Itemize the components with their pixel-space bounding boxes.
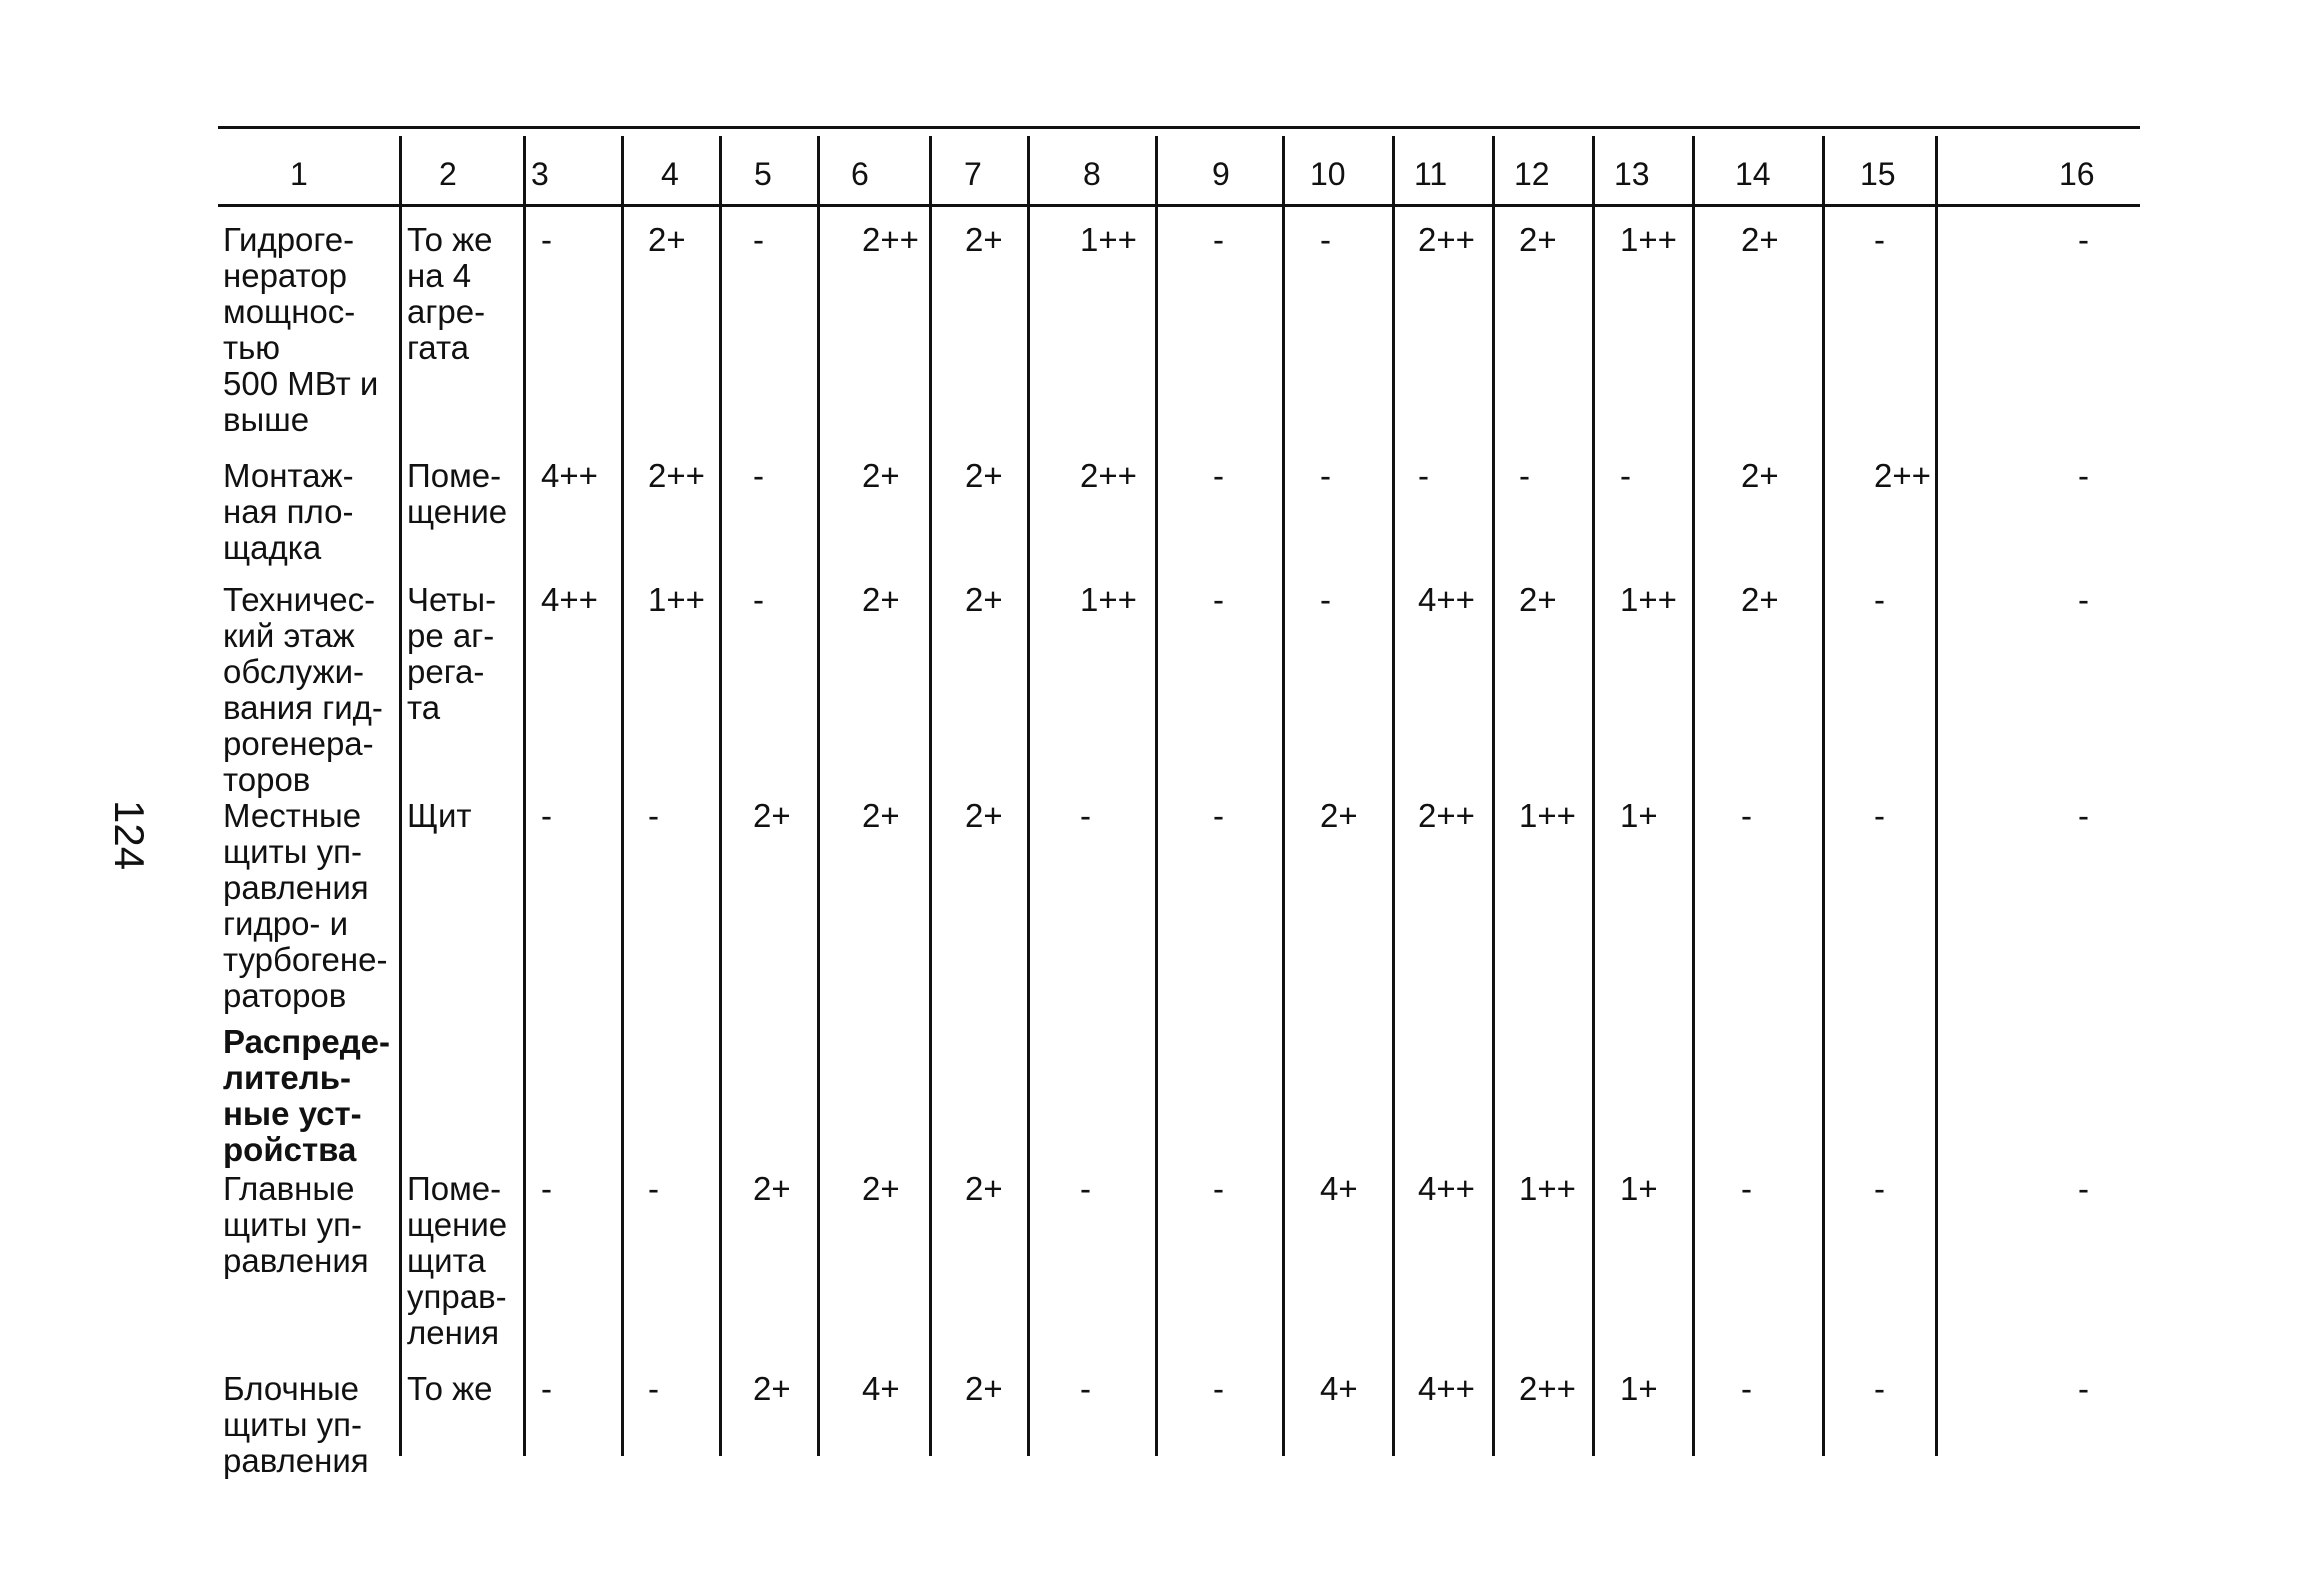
table-cell: 1+ xyxy=(1620,797,1658,834)
column-header: 7 xyxy=(964,156,982,192)
table-cell: 2+ xyxy=(1519,581,1557,618)
table-cell: 2+ xyxy=(1741,581,1779,618)
table-cell: 2+ xyxy=(1519,221,1557,258)
table-cell: 2+ xyxy=(753,1370,791,1407)
table-cell: - xyxy=(2078,1370,2089,1407)
column-divider xyxy=(1935,136,1938,1456)
table-cell: - xyxy=(541,221,552,258)
table-cell: - xyxy=(1080,1370,1091,1407)
row-place: Поме- щение щита управ- ления xyxy=(407,1170,508,1351)
table-cell: - xyxy=(753,581,764,618)
table-cell: - xyxy=(541,1370,552,1407)
table-cell: - xyxy=(1741,1170,1752,1207)
row-place: Щит xyxy=(407,797,472,834)
table-cell: - xyxy=(1874,1370,1885,1407)
table-cell: - xyxy=(648,797,659,834)
table-cell: - xyxy=(1874,221,1885,258)
table-cell: 2+ xyxy=(862,581,900,618)
table-cell: 4++ xyxy=(1418,1370,1475,1407)
table-cell: 2+ xyxy=(862,1170,900,1207)
table-cell: - xyxy=(1213,581,1224,618)
page-number: 124 xyxy=(106,800,153,871)
table-cell: - xyxy=(2078,1170,2089,1207)
row-name: Главные щиты уп- равления xyxy=(223,1170,369,1279)
table-cell: - xyxy=(1213,1170,1224,1207)
column-header: 15 xyxy=(1860,156,1896,192)
table-cell: 1++ xyxy=(1620,581,1677,618)
table-cell: 4++ xyxy=(1418,1170,1475,1207)
table-cell: - xyxy=(2078,457,2089,494)
table-cell: - xyxy=(2078,221,2089,258)
column-divider xyxy=(1027,136,1030,1456)
column-header: 2 xyxy=(439,156,457,192)
table-cell: 4+ xyxy=(862,1370,900,1407)
table-cell: 1++ xyxy=(648,581,705,618)
table-cell: - xyxy=(1741,797,1752,834)
table-cell: - xyxy=(1320,581,1331,618)
table-cell: 2++ xyxy=(1418,221,1475,258)
section-heading: Распреде- литель- ные уст- ройства xyxy=(223,1023,391,1168)
row-place: Четы- ре аг- рега- та xyxy=(407,581,497,726)
table-cell: 2+ xyxy=(1741,221,1779,258)
row-place: То же xyxy=(407,1370,493,1407)
column-header: 13 xyxy=(1614,156,1650,192)
column-header: 10 xyxy=(1310,156,1346,192)
table-cell: - xyxy=(1213,797,1224,834)
table-cell: 1+ xyxy=(1620,1170,1658,1207)
column-divider xyxy=(817,136,820,1456)
table-cell: - xyxy=(1080,1170,1091,1207)
column-divider xyxy=(1392,136,1395,1456)
table-cell: 2++ xyxy=(1519,1370,1576,1407)
column-header: 1 xyxy=(290,156,308,192)
table-cell: 2+ xyxy=(862,797,900,834)
table-cell: - xyxy=(1213,457,1224,494)
table-cell: - xyxy=(753,457,764,494)
table-cell: 2+ xyxy=(862,457,900,494)
row-name: Блочные щиты уп- равления xyxy=(223,1370,369,1479)
row-name: Гидроге- нератор мощнос- тью 500 МВт и выше xyxy=(223,221,379,438)
table-cell: - xyxy=(2078,797,2089,834)
column-header: 14 xyxy=(1735,156,1771,192)
column-header: 11 xyxy=(1414,156,1448,192)
table-cell: 2+ xyxy=(965,797,1003,834)
column-divider xyxy=(929,136,932,1456)
table-cell: 2++ xyxy=(862,221,919,258)
table-cell: 4++ xyxy=(1418,581,1475,618)
column-divider xyxy=(1155,136,1158,1456)
table-cell: - xyxy=(541,797,552,834)
column-header: 5 xyxy=(754,156,772,192)
table-cell: - xyxy=(648,1370,659,1407)
column-divider xyxy=(1592,136,1595,1456)
column-divider xyxy=(399,136,402,1456)
table-cell: 1++ xyxy=(1080,221,1137,258)
table-cell: - xyxy=(1320,221,1331,258)
table-cell: - xyxy=(1620,457,1631,494)
table-cell: 2+ xyxy=(753,797,791,834)
table-cell: 1++ xyxy=(1519,797,1576,834)
column-header: 9 xyxy=(1212,156,1230,192)
table-cell: 2+ xyxy=(1320,797,1358,834)
table-cell: - xyxy=(1080,797,1091,834)
table-cell: 4+ xyxy=(1320,1370,1358,1407)
table-cell: - xyxy=(2078,581,2089,618)
table-cell: 2++ xyxy=(1874,457,1931,494)
table-cell: 2+ xyxy=(965,581,1003,618)
table-cell: - xyxy=(541,1170,552,1207)
table-cell: - xyxy=(1874,581,1885,618)
table-cell: - xyxy=(753,221,764,258)
table-cell: 1++ xyxy=(1620,221,1677,258)
table-cell: 4++ xyxy=(541,457,598,494)
table-cell: - xyxy=(1874,1170,1885,1207)
table-cell: - xyxy=(1874,797,1885,834)
table-cell: - xyxy=(1213,221,1224,258)
column-divider xyxy=(1282,136,1285,1456)
column-header: 6 xyxy=(851,156,869,192)
table-cell: 1++ xyxy=(1080,581,1137,618)
table-cell: 2+ xyxy=(965,1170,1003,1207)
table-top-rule xyxy=(218,126,2140,129)
table-cell: 2+ xyxy=(1741,457,1779,494)
table-cell: 2++ xyxy=(1418,797,1475,834)
table-cell: 2+ xyxy=(753,1170,791,1207)
table-cell: 2++ xyxy=(648,457,705,494)
table-cell: - xyxy=(1320,457,1331,494)
table-cell: - xyxy=(648,1170,659,1207)
table-cell: 4++ xyxy=(541,581,598,618)
table-cell: - xyxy=(1213,1370,1224,1407)
column-divider xyxy=(621,136,624,1456)
table-cell: 1++ xyxy=(1519,1170,1576,1207)
row-place: То же на 4 агре- гата xyxy=(407,221,493,366)
table-cell: 2+ xyxy=(648,221,686,258)
column-header: 8 xyxy=(1083,156,1101,192)
table-cell: 2+ xyxy=(965,1370,1003,1407)
row-name: Монтаж- ная пло- щадка xyxy=(223,457,354,566)
table-cell: - xyxy=(1519,457,1530,494)
column-divider xyxy=(719,136,722,1456)
table-cell: 2+ xyxy=(965,457,1003,494)
column-header: 16 xyxy=(2059,156,2095,192)
column-header: 4 xyxy=(661,156,679,192)
column-header: 12 xyxy=(1514,156,1550,192)
row-name: Техничес- кий этаж обслужи- вания гид- рогенера- торов xyxy=(223,581,383,798)
table-cell: 4+ xyxy=(1320,1170,1358,1207)
table-cell: - xyxy=(1418,457,1429,494)
column-divider xyxy=(1492,136,1495,1456)
row-place: Поме- щение xyxy=(407,457,508,530)
column-divider xyxy=(523,136,526,1456)
column-divider xyxy=(1822,136,1825,1456)
table-cell: 1+ xyxy=(1620,1370,1658,1407)
column-header: 3 xyxy=(531,156,549,192)
row-name: Местные щиты уп- равления гидро- и турбогене- раторов xyxy=(223,797,388,1014)
table-cell: 2++ xyxy=(1080,457,1137,494)
table-cell: - xyxy=(1741,1370,1752,1407)
column-divider xyxy=(1692,136,1695,1456)
header-rule xyxy=(218,204,2140,207)
table-cell: 2+ xyxy=(965,221,1003,258)
